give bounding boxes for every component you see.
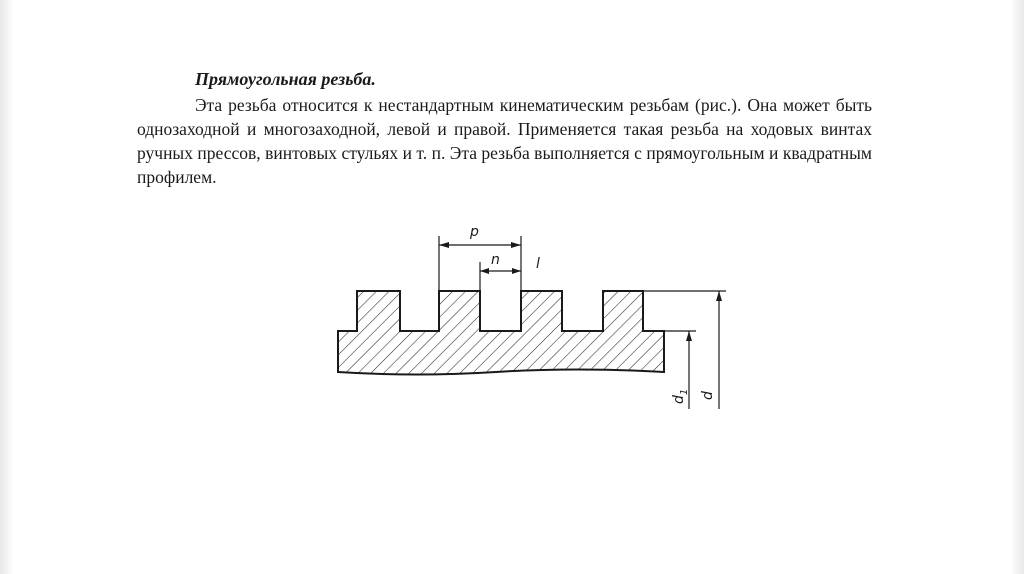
major-arrow bbox=[716, 291, 722, 301]
page-right-edge bbox=[1010, 0, 1024, 574]
document-body bbox=[137, 67, 872, 189]
pitch-arrow-right bbox=[511, 242, 521, 248]
major-diameter-label: d bbox=[700, 391, 716, 400]
thread-profile-drawing bbox=[326, 214, 746, 414]
page-left-edge bbox=[0, 0, 14, 574]
section-title: Прямоугольная резьба. bbox=[195, 69, 376, 89]
tooth-arrow-right bbox=[512, 268, 521, 274]
thread-profile-body bbox=[338, 291, 664, 375]
minor-diameter-base: d bbox=[671, 395, 687, 404]
pitch-label: p bbox=[470, 224, 479, 240]
description-paragraph: Эта резьба относится к нестандартным кинематическим резьбам (рис.). Она может быть однозаходной и многозаходной, левой и правой. Применяется такая резьба на ходовых винтах ручных прессов, винтовых стульях и т. п. Эта резьба выполняется с прямоугольным и квадратным профилем. bbox=[137, 95, 872, 187]
minor-arrow bbox=[686, 331, 692, 341]
thread-profile-svg bbox=[326, 214, 746, 414]
pitch-arrow-left bbox=[439, 242, 449, 248]
minor-diameter-sub: 1 bbox=[679, 388, 690, 396]
tooth-arrow-left bbox=[480, 268, 489, 274]
mark-label: l bbox=[536, 256, 540, 272]
minor-diameter-label bbox=[671, 389, 690, 404]
tooth-label: n bbox=[491, 252, 500, 268]
